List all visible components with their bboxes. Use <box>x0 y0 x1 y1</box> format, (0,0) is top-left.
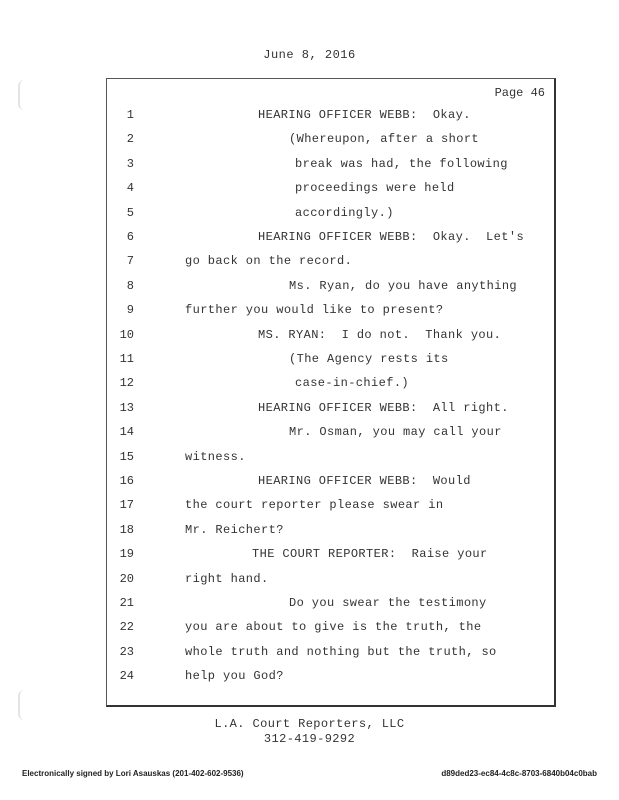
transcript-line: Mr. Reichert? <box>185 523 284 537</box>
transcript-line: go back on the record. <box>185 254 353 268</box>
line-number: 10 <box>119 328 134 342</box>
scan-mark <box>18 690 30 720</box>
transcript-line: MS. RYAN: I do not. Thank you. <box>258 328 502 342</box>
scan-mark <box>18 80 30 110</box>
line-number: 20 <box>119 572 134 586</box>
line-number: 12 <box>119 376 134 390</box>
transcript-line: further you would like to present? <box>185 303 444 317</box>
transcript-line: accordingly.) <box>295 206 394 220</box>
line-number: 17 <box>119 498 134 512</box>
line-number: 22 <box>119 620 134 634</box>
transcript-line: Ms. Ryan, do you have anything <box>289 279 518 293</box>
line-number: 9 <box>126 303 134 317</box>
line-number: 24 <box>119 669 134 683</box>
transcript-line: (The Agency rests its <box>289 352 449 366</box>
line-number: 5 <box>126 206 134 220</box>
document-hash: d89ded23-ec84-4c8c-8703-6840b04c0bab <box>441 769 597 778</box>
line-number: 18 <box>119 523 134 537</box>
line-number: 23 <box>119 645 134 659</box>
e-signature: Electronically signed by Lori Asauskas (201-402-602-9536) <box>22 769 244 778</box>
footer-company: L.A. Court Reporters, LLC <box>214 717 405 731</box>
transcript-line: you are about to give is the truth, the <box>185 620 482 634</box>
transcript-line: HEARING OFFICER WEBB: Okay. <box>258 108 471 122</box>
line-number: 3 <box>126 157 134 171</box>
transcript-line: break was had, the following <box>295 157 508 171</box>
line-number: 21 <box>119 596 134 610</box>
transcript-line: case-in-chief.) <box>295 376 410 390</box>
transcript-line: HEARING OFFICER WEBB: Would <box>258 474 471 488</box>
footer-phone: 312-419-9292 <box>263 732 356 746</box>
transcript-line: Mr. Osman, you may call your <box>289 425 502 439</box>
line-number: 4 <box>126 181 134 195</box>
line-number: 19 <box>119 547 134 561</box>
line-number: 14 <box>119 425 134 439</box>
line-number: 11 <box>119 352 134 366</box>
line-number: 6 <box>126 230 134 244</box>
transcript-line: witness. <box>185 450 246 464</box>
transcript-date: June 8, 2016 <box>263 48 356 62</box>
transcript-line: help you God? <box>185 669 284 683</box>
transcript-line: (Whereupon, after a short <box>289 132 480 146</box>
transcript-frame <box>106 78 556 707</box>
line-number: 2 <box>126 132 134 146</box>
transcript-line: THE COURT REPORTER: Raise your <box>252 547 488 561</box>
transcript-line: the court reporter please swear in <box>185 498 444 512</box>
page-number: Page 46 <box>494 86 545 100</box>
transcript-line: right hand. <box>185 572 269 586</box>
transcript-line: whole truth and nothing but the truth, so <box>185 645 497 659</box>
line-number: 15 <box>119 450 134 464</box>
transcript-line: HEARING OFFICER WEBB: Okay. Let's <box>258 230 525 244</box>
line-number: 7 <box>126 254 134 268</box>
transcript-line: Do you swear the testimony <box>289 596 487 610</box>
transcript-line: proceedings were held <box>295 181 455 195</box>
line-number: 1 <box>126 108 134 122</box>
line-number: 16 <box>119 474 134 488</box>
line-number: 8 <box>126 279 134 293</box>
line-number: 13 <box>119 401 134 415</box>
transcript-line: HEARING OFFICER WEBB: All right. <box>258 401 509 415</box>
